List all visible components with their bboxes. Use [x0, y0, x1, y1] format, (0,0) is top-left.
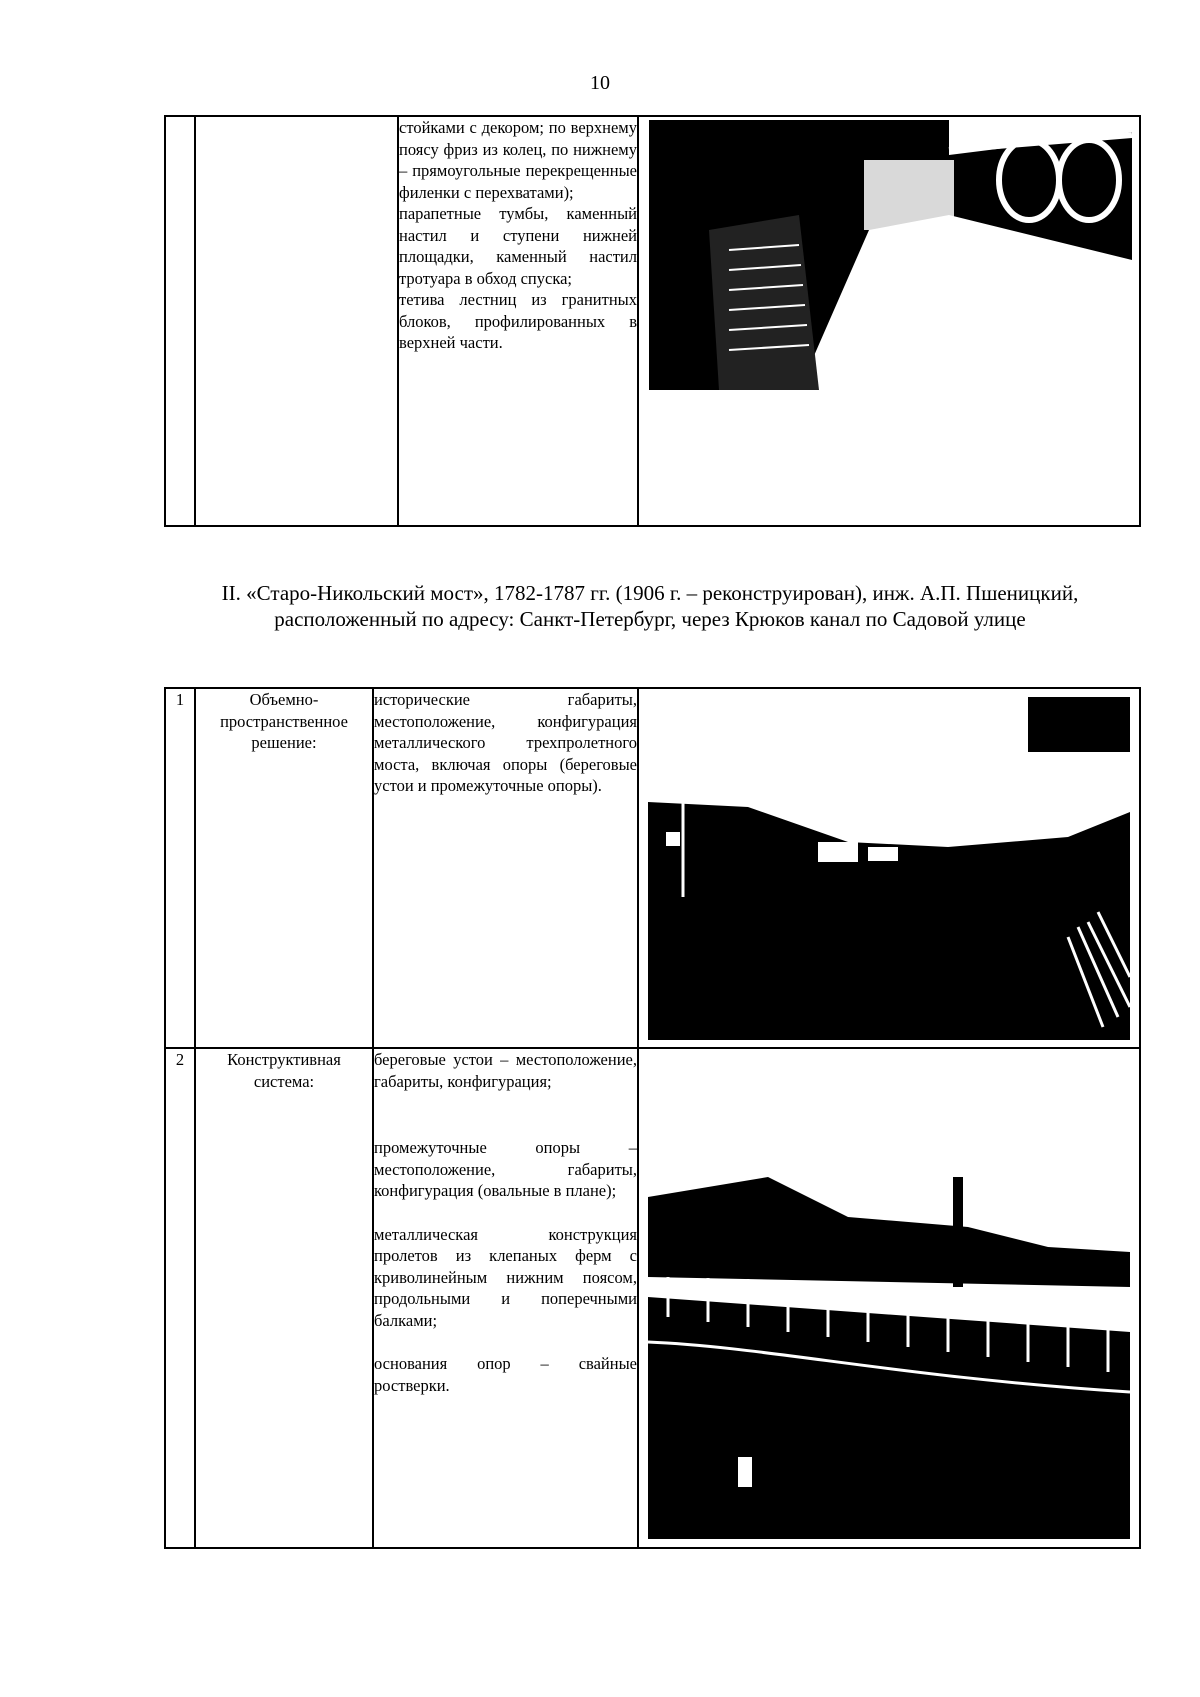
photo-cell [638, 688, 1140, 1048]
description-text: стойками с декором; по верхнему поясу фриз из колец, по нижнему – прямоугольные перекрещенные филенки с перехватами); [399, 118, 637, 202]
description-text: тетива лестниц из гранитных блоков, профилированных в верхней части. [399, 290, 637, 352]
description-cell [398, 116, 638, 526]
description-text: береговые устои – местоположение, габариты, конфигурация; [374, 1050, 637, 1091]
description-cell [373, 1048, 638, 1548]
description-cell [373, 688, 638, 1048]
category-cell: Конструктивная система: [195, 1048, 373, 1548]
photo-embankment-stairs [649, 120, 1132, 390]
description-text: металлическая конструкция пролетов из клепаных ферм с криволинейным нижним поясом, продольными и поперечными балками; [374, 1224, 637, 1330]
table-continuation [164, 115, 1141, 527]
description-text: основания опор – свайные ростверки. [374, 1354, 637, 1395]
row-number: 1 [165, 688, 195, 1048]
number-cell [165, 116, 195, 526]
table-row [165, 116, 1140, 526]
table-row [165, 688, 1140, 1048]
photo-cell [638, 1048, 1140, 1548]
photo-bridge-railing [648, 1157, 1130, 1539]
description-text: исторические габариты, местоположение, конфигурация металлического трехпролетного моста, включая опоры (береговые устои и промежуточные опоры). [374, 690, 637, 795]
section-title: II. «Старо-Никольский мост», 1782-1787 гг. (1906 г. – реконструирован), инж. А.П. Пшеницкий, расположенный по адресу: Санкт-Петербург, через Крюков канал по Садовой улице [221, 581, 1079, 631]
row-number: 2 [165, 1048, 195, 1548]
table-bridge-features [164, 687, 1141, 1549]
category-cell [195, 116, 398, 526]
description-text: парапетные тумбы, каменный настил и ступени нижней площадки, каменный настил тротуара в обход спуска; [399, 204, 637, 288]
photo-cell [638, 116, 1140, 526]
page-number: 10 [590, 72, 610, 94]
category-cell: Объемно-пространственное решение: [195, 688, 373, 1048]
table-row [165, 1048, 1140, 1548]
photo-bridge-overview [648, 697, 1130, 1040]
description-text: промежуточные опоры – местоположение, габариты, конфигурация (овальные в плане); [374, 1138, 637, 1200]
